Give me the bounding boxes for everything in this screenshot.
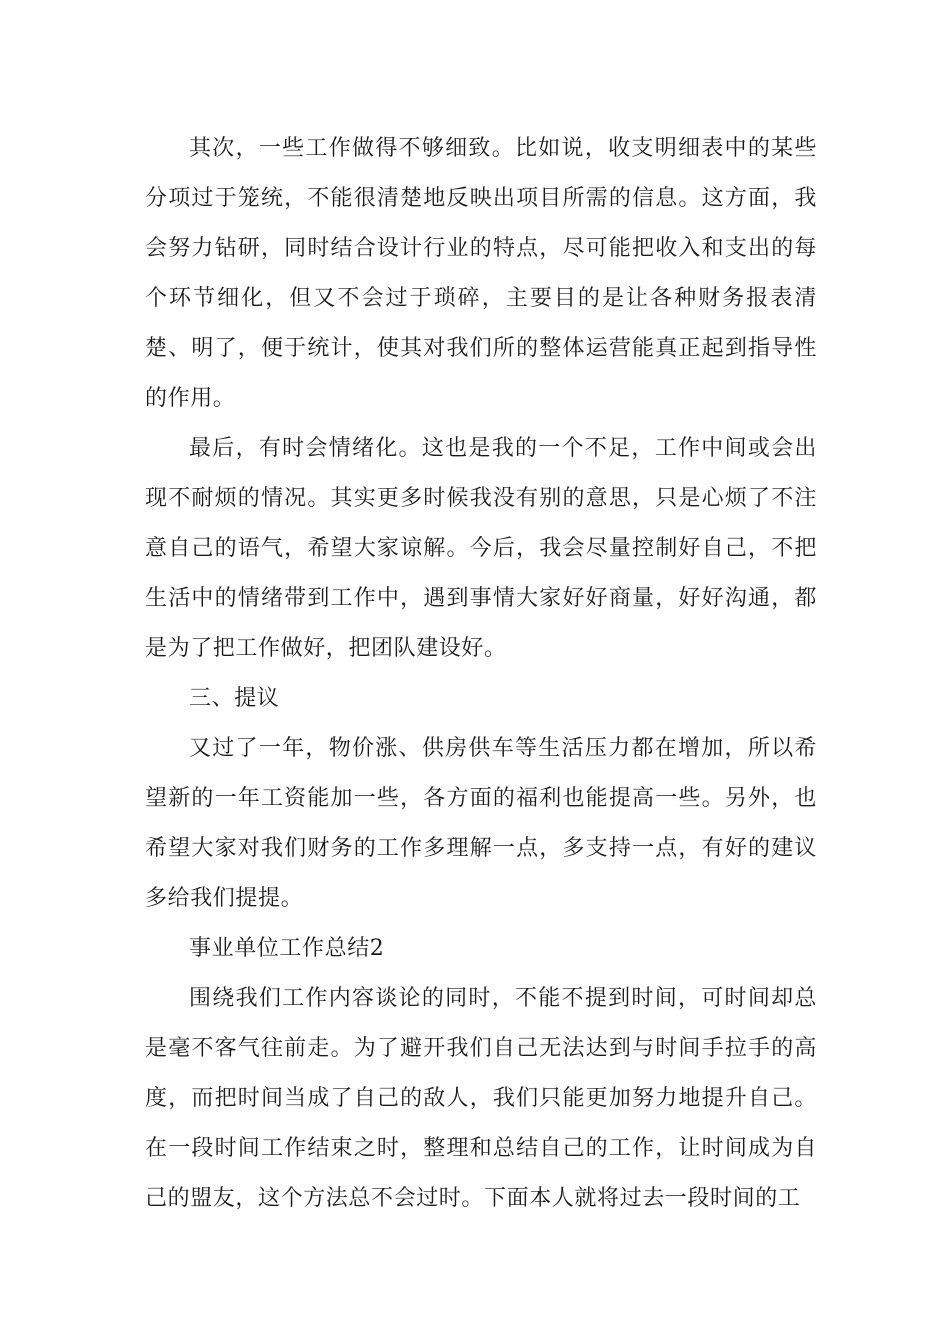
section-title-summary-2: 事业单位工作总结2 — [189, 936, 385, 961]
paragraph-shortcomings-emotion: 最后，有时会情绪化。这也是我的一个不足，工作中间或会出现不耐烦的情况。其实更多时候我没有别的意思，只是心烦了不注意自己的语气，希望大家谅解。今后，我会尽量控制好自己，不把生活中的情绪带到工作中，遇到事情大家好好商量，好好沟通，都是为了把工作做好，把团队建设好。 — [145, 436, 817, 661]
paragraph-suggestions: 又过了一年，物价涨、供房供车等生活压力都在增加，所以希望新的一年工资能加一些，各方面的福利也能提高一些。另外，也希望大家对我们财务的工作多理解一点，多支持一点，有好的建议多给我们提提。 — [145, 736, 817, 911]
paragraph-shortcomings-detail: 其次，一些工作做得不够细致。比如说，收支明细表中的某些分项过于笼统，不能很清楚地反映出项目所需的信息。这方面，我会努力钻研，同时结合设计行业的特点，尽可能把收入和支出的每个环节细化，但又不会过于琐碎，主要目的是让各种财务报表清楚、明了，便于统计，使其对我们所的整体运营能真正起到指导性的作用。 — [145, 136, 817, 411]
document-body — [145, 124, 817, 1224]
section-heading-suggestions: 三、提议 — [189, 686, 280, 711]
paragraph-summary-intro: 围绕我们工作内容谈论的同时，不能不提到时间，可时间却总是毫不客气往前走。为了避开我们自己无法达到与时间手拉手的高度，而把时间当成了自己的敌人，我们只能更加努力地提升自己。在一段时间工作结束之时，整理和总结自己的工作，让时间成为自己的盟友，这个方法总不会过时。下面本人就将过去一段时间的工 — [145, 986, 817, 1211]
